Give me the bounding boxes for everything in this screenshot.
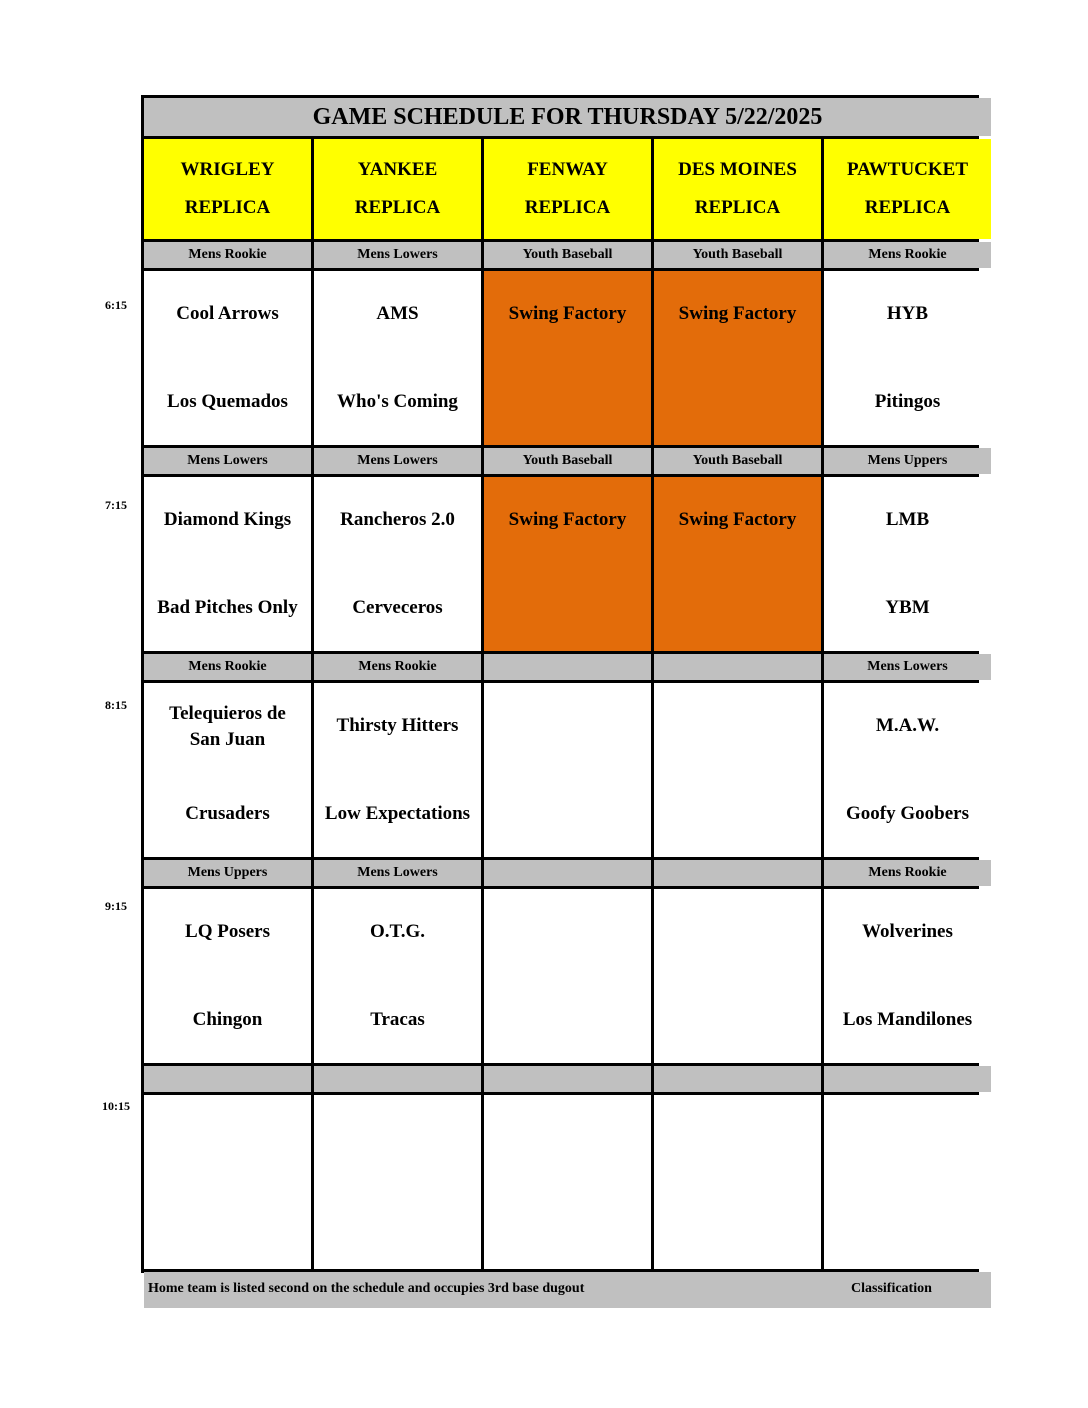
classification-cell xyxy=(484,860,651,886)
game-cell xyxy=(314,477,481,651)
park-name: WRIGLEY xyxy=(180,159,275,180)
game-cell-empty xyxy=(314,1095,481,1269)
away-team: HYB xyxy=(886,303,929,324)
park-header-wrigley xyxy=(144,139,311,239)
schedule-title: GAME SCHEDULE FOR THURSDAY 5/22/2025 xyxy=(144,98,991,136)
away-team: Cool Arrows xyxy=(176,303,279,324)
game-cell-empty xyxy=(654,889,821,1063)
game-cell xyxy=(824,477,991,651)
park-name: YANKEE xyxy=(357,159,438,180)
home-team: Bad Pitches Only xyxy=(157,597,298,618)
home-team: Crusaders xyxy=(185,803,270,824)
game-cell-empty xyxy=(654,1095,821,1269)
time-label-1015: 10:15 xyxy=(102,1099,130,1113)
game-cell xyxy=(144,271,311,445)
classification-cell: Mens Lowers xyxy=(824,654,991,680)
home-team: Chingon xyxy=(192,1009,263,1030)
home-team: Pitingos xyxy=(874,391,941,412)
home-team: Tracas xyxy=(370,1009,425,1030)
classification-cell: Mens Rookie xyxy=(824,242,991,268)
game-cell-highlighted xyxy=(484,271,651,445)
classification-cell: Mens Lowers xyxy=(314,448,481,474)
away-team: LQ Posers xyxy=(185,921,270,942)
classification-cell-empty xyxy=(314,1066,481,1092)
schedule-footer xyxy=(144,1272,991,1308)
away-team-line-2: San Juan xyxy=(189,729,266,750)
away-team: M.A.W. xyxy=(875,715,940,736)
away-team: LMB xyxy=(885,509,930,530)
schedule-table xyxy=(141,95,979,1296)
away-team: AMS xyxy=(376,303,419,324)
away-team: Swing Factory xyxy=(508,303,627,324)
game-cell xyxy=(144,683,311,857)
classification-cell-empty xyxy=(824,1066,991,1092)
park-sub: REPLICA xyxy=(524,197,611,218)
home-team: Low Expectations xyxy=(324,803,471,824)
classification-cell: Youth Baseball xyxy=(484,448,651,474)
classification-cell-empty xyxy=(144,1066,311,1092)
time-label-615: 6:15 xyxy=(105,298,127,312)
park-sub: REPLICA xyxy=(694,197,781,218)
game-cell xyxy=(314,683,481,857)
game-cell-empty xyxy=(484,683,651,857)
game-cell xyxy=(824,889,991,1063)
park-sub: REPLICA xyxy=(354,197,441,218)
classification-cell xyxy=(484,654,651,680)
park-sub: REPLICA xyxy=(864,197,951,218)
game-cell-empty xyxy=(144,1095,311,1269)
classification-cell: Youth Baseball xyxy=(654,242,821,268)
time-label-915: 9:15 xyxy=(105,899,127,913)
game-cell-empty xyxy=(654,683,821,857)
game-cell xyxy=(314,889,481,1063)
game-cell-empty xyxy=(484,1095,651,1269)
game-cell-highlighted xyxy=(654,477,821,651)
classification-legend: Classification xyxy=(851,1281,932,1296)
classification-cell: Mens Rookie xyxy=(144,654,311,680)
park-header-yankee xyxy=(314,139,481,239)
park-header-fenway xyxy=(484,139,651,239)
classification-cell xyxy=(654,860,821,886)
away-team: Diamond Kings xyxy=(163,509,292,530)
home-team: Cerveceros xyxy=(352,597,443,618)
game-cell-highlighted xyxy=(484,477,651,651)
park-sub: REPLICA xyxy=(184,197,271,218)
home-team: Who's Coming xyxy=(337,391,458,412)
classification-cell: Mens Rookie xyxy=(144,242,311,268)
game-cell xyxy=(824,683,991,857)
park-name: DES MOINES xyxy=(678,159,797,180)
classification-cell: Mens Lowers xyxy=(314,242,481,268)
away-team: O.T.G. xyxy=(369,921,426,942)
away-team: Wolverines xyxy=(862,921,953,942)
classification-cell: Mens Lowers xyxy=(144,448,311,474)
home-team: Los Quemados xyxy=(167,391,288,412)
game-cell xyxy=(314,271,481,445)
game-cell xyxy=(824,271,991,445)
game-cell xyxy=(144,477,311,651)
home-team: Los Mandilones xyxy=(842,1009,973,1030)
park-name: FENWAY xyxy=(527,159,608,180)
time-label-715: 7:15 xyxy=(105,498,127,512)
away-team: Swing Factory xyxy=(678,509,797,530)
classification-cell: Mens Rookie xyxy=(824,860,991,886)
away-team: Thirsty Hitters xyxy=(336,715,459,736)
classification-cell: Mens Uppers xyxy=(824,448,991,474)
game-cell-empty xyxy=(824,1095,991,1269)
time-label-815: 8:15 xyxy=(105,698,127,712)
game-cell xyxy=(144,889,311,1063)
away-team xyxy=(144,701,311,753)
classification-cell-empty xyxy=(484,1066,651,1092)
game-cell-empty xyxy=(484,889,651,1063)
home-team: YBM xyxy=(885,597,930,618)
classification-cell xyxy=(654,654,821,680)
away-team: Swing Factory xyxy=(508,509,627,530)
game-cell-highlighted xyxy=(654,271,821,445)
home-team: Goofy Goobers xyxy=(846,803,969,824)
classification-cell: Youth Baseball xyxy=(484,242,651,268)
park-name: PAWTUCKET xyxy=(846,159,969,180)
classification-cell: Mens Rookie xyxy=(314,654,481,680)
classification-cell-empty xyxy=(654,1066,821,1092)
classification-cell: Mens Lowers xyxy=(314,860,481,886)
park-header-pawtucket xyxy=(824,139,991,239)
home-team-note: Home team is listed second on the schedule and occupies 3rd base dugout xyxy=(148,1281,585,1296)
classification-cell: Mens Uppers xyxy=(144,860,311,886)
away-team-line-1: Telequieros de xyxy=(169,703,286,724)
away-team: Swing Factory xyxy=(678,303,797,324)
classification-cell: Youth Baseball xyxy=(654,448,821,474)
away-team: Rancheros 2.0 xyxy=(340,509,455,530)
park-header-des-moines xyxy=(654,139,821,239)
